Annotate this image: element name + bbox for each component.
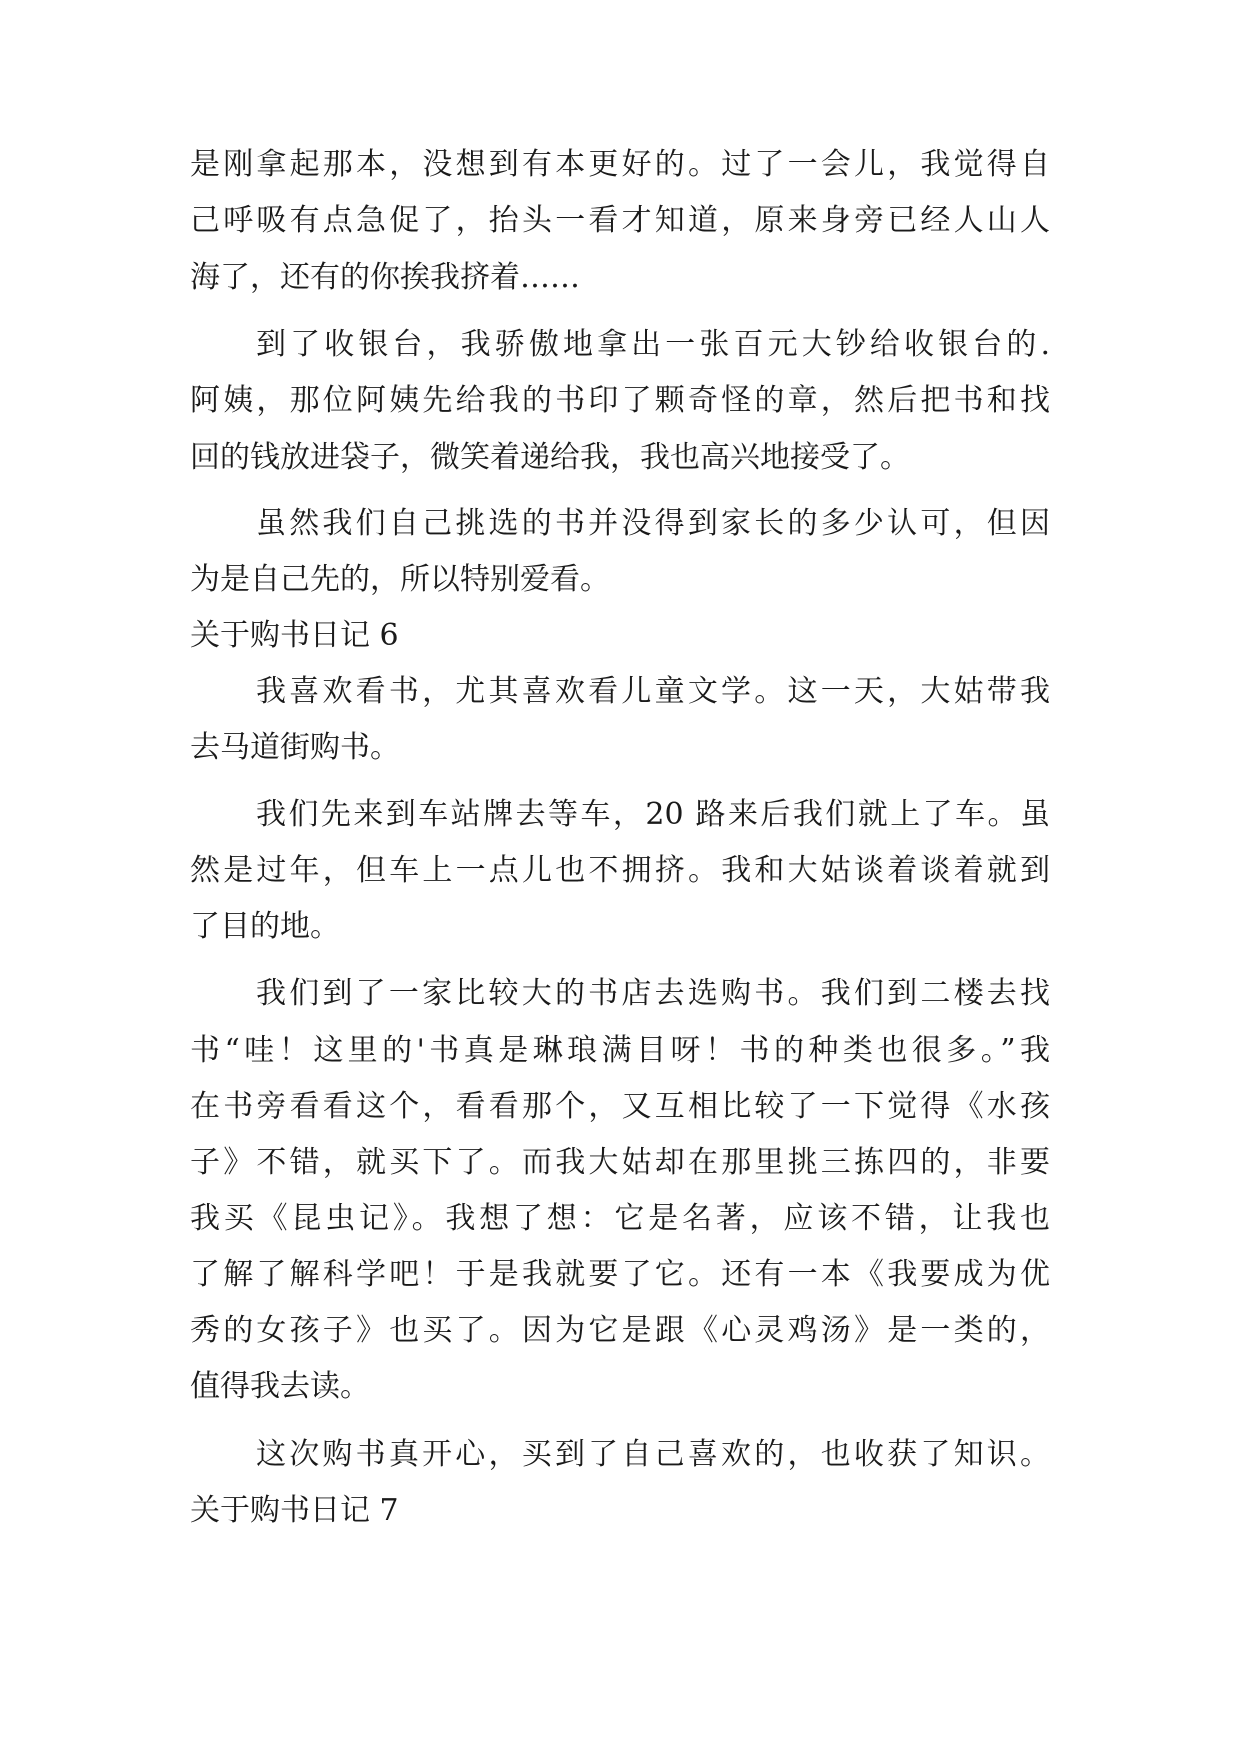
paragraph-first-line: 这次购书真开心，买到了自己喜欢的，也收获了知识。 bbox=[256, 1437, 1050, 1472]
text-line: 阿姨，那位阿姨先给我的书印了颗奇怪的章，然后把书和找 bbox=[190, 383, 1050, 418]
text-line: 为是自己先的，所以特别爱看。 bbox=[190, 562, 610, 597]
text-line: 回的钱放进袋子，微笑着递给我，我也高兴地接受了。 bbox=[190, 440, 910, 475]
text-line: 书“哇！这里的'书真是琳琅满目呀！书的种类也很多。”我 bbox=[190, 1033, 1050, 1068]
text-line: 了目的地。 bbox=[190, 909, 340, 944]
document-page bbox=[190, 0, 1050, 1754]
text-line: 海了，还有的你挨我挤着…… bbox=[190, 260, 580, 295]
text-line: 然是过年，但车上一点儿也不拥挤。我和大姑谈着谈着就到 bbox=[190, 853, 1050, 888]
text-line: 我买《昆虫记》。我想了想：它是名著，应该不错，让我也 bbox=[190, 1201, 1050, 1236]
text-line: 秀的女孩子》也买了。因为它是跟《心灵鸡汤》是一类的， bbox=[190, 1313, 1050, 1348]
text-line: 己呼吸有点急促了，抬头一看才知道，原来身旁已经人山人 bbox=[190, 203, 1050, 238]
text-line: 值得我去读。 bbox=[190, 1369, 370, 1404]
section-heading: 关于购书日记 6 bbox=[190, 618, 399, 653]
paragraph-first-line: 我们到了一家比较大的书店去选购书。我们到二楼去找 bbox=[256, 976, 1050, 1011]
paragraph-first-line: 我们先来到车站牌去等车，20 路来后我们就上了车。虽 bbox=[256, 797, 1050, 832]
text-line: 在书旁看看这个，看看那个，又互相比较了一下觉得《水孩 bbox=[190, 1089, 1050, 1124]
text-line: 是刚拿起那本，没想到有本更好的。过了一会儿，我觉得自 bbox=[190, 147, 1050, 182]
paragraph-first-line: 我喜欢看书，尤其喜欢看儿童文学。这一天，大姑带我 bbox=[256, 674, 1050, 709]
text-line: 子》不错，就买下了。而我大姑却在那里挑三拣四的，非要 bbox=[190, 1145, 1050, 1180]
paragraph-first-line: 虽然我们自己挑选的书并没得到家长的多少认可，但因 bbox=[256, 506, 1050, 541]
section-heading: 关于购书日记 7 bbox=[190, 1493, 399, 1528]
text-line: 去马道街购书。 bbox=[190, 730, 400, 765]
text-line: 了解了解科学吧！于是我就要了它。还有一本《我要成为优 bbox=[190, 1257, 1050, 1292]
paragraph-first-line: 到了收银台，我骄傲地拿出一张百元大钞给收银台的. bbox=[256, 327, 1050, 362]
